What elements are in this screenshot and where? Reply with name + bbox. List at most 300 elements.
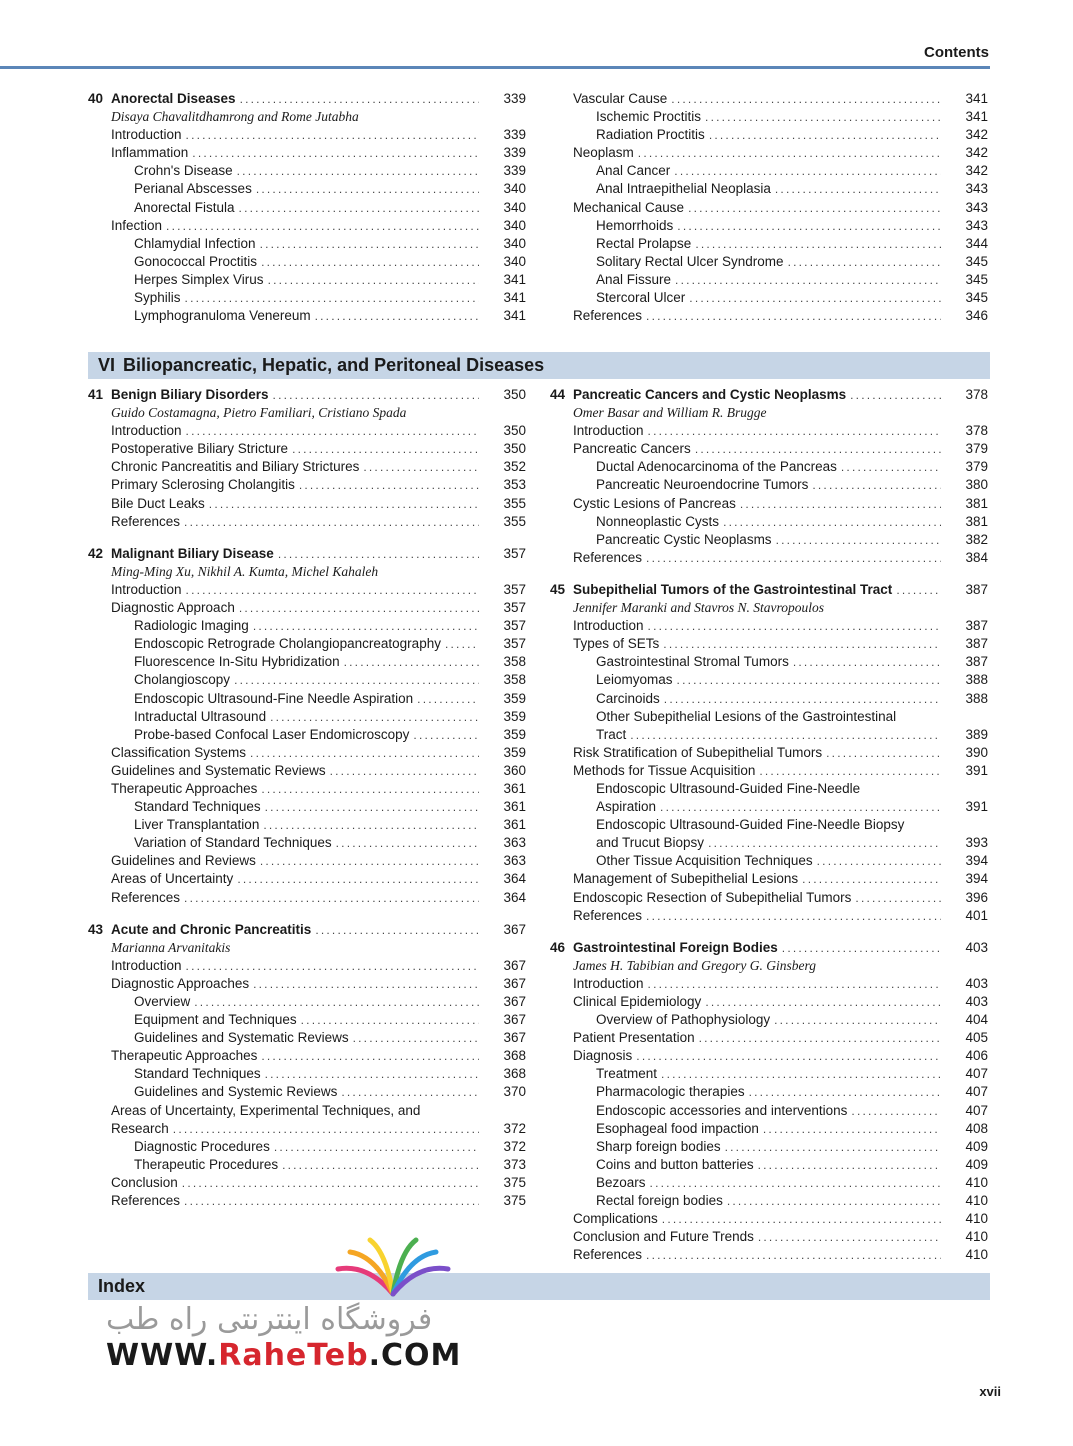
- dot-leader: [650, 1174, 941, 1192]
- toc-section-entry[interactable]: [550, 1228, 990, 1246]
- toc-subsection-entry[interactable]: [550, 126, 990, 144]
- dot-leader: [841, 458, 941, 476]
- toc-authors: [88, 563, 528, 581]
- dot-leader: [723, 513, 941, 531]
- entry-title: Chlamydial Infection: [134, 235, 256, 251]
- entry-page-number: 360: [503, 762, 526, 778]
- entry-title: Research: [111, 1120, 169, 1136]
- dot-leader: [758, 1156, 941, 1174]
- dot-leader: [234, 671, 479, 689]
- dot-leader: [265, 1065, 479, 1083]
- toc-authors: [550, 404, 990, 422]
- toc-subsection-entry[interactable]: [88, 162, 528, 180]
- entry-page-number: 340: [503, 199, 526, 215]
- entry-page-number: 367: [503, 994, 526, 1009]
- toc-subsection-entry[interactable]: [88, 199, 528, 217]
- dot-leader: [775, 180, 941, 198]
- chapter-title: Acute and Chronic Pancreatitis: [111, 921, 312, 937]
- toc-section-entry[interactable]: [550, 1210, 990, 1228]
- entry-title: Bile Duct Leaks: [111, 495, 205, 511]
- entry-page-number: 344: [965, 235, 988, 251]
- toc-subsection-entry[interactable]: [88, 1029, 528, 1047]
- entry-title: Endoscopic Ultrasound-Fine Needle Aspiration: [134, 690, 414, 706]
- entry-page-number: 382: [965, 531, 988, 547]
- chapter-number: 43: [88, 921, 104, 937]
- entry-title: Chronic Pancreatitis and Biliary Strictures: [111, 459, 360, 475]
- entry-page-number: 367: [503, 1012, 526, 1028]
- toc-subsection-entry[interactable]: [88, 671, 528, 689]
- entry-title: Anal Cancer: [596, 163, 671, 179]
- running-head: Contents: [924, 44, 989, 61]
- watermark-logo: [100, 1230, 460, 1380]
- entry-page-number: 381: [965, 513, 988, 529]
- toc-subsection-entry[interactable]: [88, 235, 528, 253]
- toc-subsection-entry[interactable]: [88, 253, 528, 271]
- entry-title: Types of SETs: [573, 636, 660, 652]
- dot-leader: [336, 834, 479, 852]
- toc-section-entry[interactable]: [550, 907, 990, 925]
- entry-page-number: 407: [965, 1102, 988, 1118]
- entry-page-number: 345: [965, 271, 988, 287]
- entry-title: Diagnostic Procedures: [134, 1138, 270, 1154]
- chapter-title: Malignant Biliary Disease: [111, 545, 274, 561]
- dot-leader: [237, 162, 479, 180]
- entry-title: Esophageal food impaction: [596, 1120, 759, 1136]
- entry-title: Methods for Tissue Acquisition: [573, 762, 756, 778]
- dot-leader: [263, 816, 479, 834]
- dot-leader: [725, 1138, 941, 1156]
- entry-title: Pharmacologic therapies: [596, 1084, 745, 1100]
- entry-title: Herpes Simplex Virus: [134, 271, 264, 287]
- entry-title: Overview: [134, 994, 191, 1009]
- dot-leader: [646, 549, 941, 567]
- toc-subsection-entry[interactable]: [550, 1083, 990, 1101]
- toc-section-entry[interactable]: [550, 975, 990, 993]
- toc-section-entry[interactable]: [550, 495, 990, 513]
- entry-title: Gastrointestinal Stromal Tumors: [596, 654, 789, 670]
- entry-title: Postoperative Biliary Stricture: [111, 441, 289, 457]
- dot-leader: [630, 726, 941, 744]
- entry-page-number: 394: [965, 853, 988, 869]
- entry-page-number: 403: [965, 939, 988, 955]
- entry-page-number: 384: [965, 549, 988, 565]
- entry-title: References: [573, 907, 643, 923]
- dot-leader: [660, 798, 941, 816]
- chapter-authors: Marianna Arvanitakis: [111, 939, 231, 955]
- dot-leader: [265, 798, 479, 816]
- entry-page-number: 361: [503, 780, 526, 796]
- entry-title: Therapeutic Approaches: [111, 1048, 258, 1064]
- toc-section-entry[interactable]: [88, 458, 528, 476]
- dot-leader: [186, 422, 479, 440]
- entry-title: Pancreatic Cancers: [573, 441, 691, 457]
- entry-title: Ischemic Proctitis: [596, 109, 702, 125]
- entry-page-number: 352: [503, 459, 526, 475]
- chapter-number: 42: [88, 545, 104, 561]
- section-gap: [550, 567, 990, 581]
- toc-subsection-entry[interactable]: [550, 1156, 990, 1174]
- dot-leader: [260, 235, 479, 253]
- toc-subsection-entry[interactable]: [88, 834, 528, 852]
- entry-page-number: 387: [965, 581, 988, 597]
- toc-section-entry[interactable]: [88, 744, 528, 762]
- toc-subsection-entry[interactable]: [550, 690, 990, 708]
- toc-subsection-entry[interactable]: [88, 180, 528, 198]
- entry-title: References: [573, 549, 643, 565]
- toc-subsection-entry[interactable]: [88, 690, 528, 708]
- toc-section-entry[interactable]: [88, 975, 528, 993]
- toc-section-entry[interactable]: [88, 1102, 528, 1120]
- toc-subsection-entry[interactable]: [550, 816, 990, 834]
- entry-page-number: 346: [965, 308, 988, 324]
- entry-title: Introduction: [573, 975, 644, 991]
- toc-section-entry[interactable]: [88, 440, 528, 458]
- dot-leader: [782, 939, 941, 957]
- entry-title: Areas of Uncertainty, Experimental Techniques, and: [111, 1102, 421, 1118]
- dot-leader: [184, 513, 479, 531]
- toc-subsection-entry[interactable]: [550, 708, 990, 726]
- toc-subsection-entry[interactable]: [88, 708, 528, 726]
- toc-subsection-entry[interactable]: [88, 816, 528, 834]
- entry-title: Introduction: [111, 423, 182, 439]
- entry-title: Ductal Adenocarcinoma of the Pancreas: [596, 459, 837, 475]
- toc-section-entry[interactable]: [88, 217, 528, 235]
- entry-title: Gonococcal Proctitis: [134, 253, 258, 269]
- toc-subsection-entry[interactable]: [88, 289, 528, 307]
- toc-section-entry[interactable]: [88, 1174, 528, 1192]
- entry-page-number: 364: [503, 889, 526, 905]
- entry-page-number: 350: [503, 441, 526, 457]
- dot-leader: [675, 271, 941, 289]
- entry-title: Equipment and Techniques: [134, 1012, 297, 1028]
- toc-subsection-entry[interactable]: [550, 852, 990, 870]
- toc-section-entry[interactable]: [550, 889, 990, 907]
- dot-leader: [749, 1083, 941, 1101]
- dot-leader: [315, 921, 479, 939]
- dot-leader: [239, 199, 479, 217]
- dot-leader: [802, 870, 941, 888]
- toc-authors: [550, 957, 990, 975]
- toc-subsection-entry[interactable]: [550, 458, 990, 476]
- entry-page-number: 403: [965, 994, 988, 1009]
- toc-subsection-entry[interactable]: [550, 513, 990, 531]
- entry-page-number: 359: [503, 708, 526, 724]
- entry-title: Conclusion: [111, 1174, 178, 1190]
- entry-page-number: 350: [503, 387, 526, 402]
- toc-subsection-entry[interactable]: [550, 780, 990, 798]
- toc-subsection-entry[interactable]: [550, 671, 990, 689]
- toc-section-entry[interactable]: [88, 495, 528, 513]
- entry-title: Bezoars: [596, 1174, 646, 1190]
- entry-title: Cystic Lesions of Pancreas: [573, 495, 736, 511]
- dot-leader: [240, 90, 479, 108]
- toc-subsection-entry[interactable]: [550, 253, 990, 271]
- toc-section-entry[interactable]: [550, 635, 990, 653]
- toc-chapter-entry[interactable]: [550, 386, 990, 404]
- toc-section-entry[interactable]: [88, 762, 528, 780]
- entry-page-number: 364: [503, 871, 526, 887]
- toc-subsection-entry[interactable]: [88, 271, 528, 289]
- toc-section-entry[interactable]: [550, 549, 990, 567]
- entry-title: Clinical Epidemiology: [573, 994, 702, 1009]
- toc-section-entry[interactable]: [88, 852, 528, 870]
- entry-title: Rectal Prolapse: [596, 235, 692, 251]
- toc-subsection-entry[interactable]: [88, 1011, 528, 1029]
- toc-section-entry[interactable]: [88, 599, 528, 617]
- dot-leader: [253, 975, 479, 993]
- entry-title: Endoscopic Retrograde Cholangiopancreatography: [134, 636, 441, 652]
- dot-leader: [194, 993, 479, 1011]
- toc-section-entry[interactable]: [550, 1029, 990, 1047]
- dot-leader: [646, 1246, 941, 1264]
- toc-subsection-entry[interactable]: [88, 1156, 528, 1174]
- dot-leader: [646, 307, 941, 325]
- toc-subsection-entry[interactable]: [550, 162, 990, 180]
- entry-page-number: 359: [503, 726, 526, 742]
- dot-leader: [648, 617, 941, 635]
- entry-page-number: 343: [965, 181, 988, 197]
- toc-subsection-entry[interactable]: [550, 1138, 990, 1156]
- part-title: Biliopancreatic, Hepatic, and Peritoneal Diseases: [123, 355, 545, 375]
- toc-subsection-entry[interactable]: [550, 1065, 990, 1083]
- part-number: VI: [98, 355, 116, 375]
- entry-page-number: 410: [965, 1193, 988, 1209]
- toc-section-entry[interactable]: [550, 762, 990, 780]
- toc-section-entry[interactable]: [88, 780, 528, 798]
- entry-page-number: 410: [965, 1247, 988, 1263]
- entry-title: Diagnostic Approaches: [111, 975, 250, 991]
- entry-title: Patient Presentation: [573, 1030, 695, 1046]
- entry-title: Endoscopic accessories and interventions: [596, 1102, 848, 1118]
- dot-leader: [695, 235, 941, 253]
- dot-leader: [699, 1029, 941, 1047]
- chapter-number: 41: [88, 387, 104, 402]
- dot-leader: [363, 458, 479, 476]
- entry-page-number: 367: [503, 975, 526, 991]
- entry-page-number: 381: [965, 495, 988, 511]
- entry-page-number: 341: [965, 91, 988, 106]
- chapter-title: Benign Biliary Disorders: [111, 387, 269, 402]
- entry-page-number: 361: [503, 799, 526, 815]
- toc-section-entry[interactable]: [88, 144, 528, 162]
- toc-subsection-entry[interactable]: [88, 1065, 528, 1083]
- toc-chapter-entry[interactable]: [88, 921, 528, 939]
- entry-page-number: 345: [965, 253, 988, 269]
- toc-section-entry[interactable]: [550, 440, 990, 458]
- entry-page-number: 378: [965, 423, 988, 439]
- toc-section-entry[interactable]: [88, 513, 528, 531]
- toc-section-entry[interactable]: [550, 144, 990, 162]
- toc-subsection-entry[interactable]: [88, 798, 528, 816]
- toc-subsection-entry[interactable]: [550, 726, 990, 744]
- toc-subsection-entry[interactable]: [88, 653, 528, 671]
- entry-title: Neoplasm: [573, 145, 634, 161]
- toc-subsection-entry[interactable]: [88, 993, 528, 1011]
- toc-subsection-entry[interactable]: [550, 1120, 990, 1138]
- toc-subsection-entry[interactable]: [550, 108, 990, 126]
- entry-title: Hemorrhoids: [596, 217, 674, 233]
- entry-page-number: 375: [503, 1174, 526, 1190]
- entry-page-number: 406: [965, 1048, 988, 1064]
- entry-page-number: 410: [965, 1174, 988, 1190]
- chapter-title: Anorectal Diseases: [111, 91, 236, 106]
- dot-leader: [261, 780, 479, 798]
- dot-leader: [270, 708, 479, 726]
- toc-section-entry[interactable]: [550, 870, 990, 888]
- entry-page-number: 368: [503, 1066, 526, 1082]
- toc-subsection-entry[interactable]: [88, 1138, 528, 1156]
- toc-section-entry[interactable]: [88, 889, 528, 907]
- toc-section-entry[interactable]: [88, 1047, 528, 1065]
- entry-page-number: 390: [965, 744, 988, 760]
- dot-leader: [788, 253, 941, 271]
- toc-column-top-right: [550, 90, 990, 325]
- toc-chapter-entry[interactable]: [88, 545, 528, 563]
- dot-leader: [260, 852, 479, 870]
- entry-title: Introduction: [573, 423, 644, 439]
- dot-leader: [413, 726, 479, 744]
- dot-leader: [184, 889, 479, 907]
- dot-leader: [173, 1120, 479, 1138]
- section-gap: [88, 531, 528, 545]
- toc-subsection-entry[interactable]: [88, 635, 528, 653]
- toc-subsection-entry[interactable]: [550, 653, 990, 671]
- entry-page-number: 358: [503, 672, 526, 688]
- dot-leader: [239, 599, 479, 617]
- entry-page-number: 387: [965, 636, 988, 652]
- entry-title: Inflammation: [111, 145, 189, 161]
- dot-leader: [299, 476, 479, 494]
- toc-subsection-entry[interactable]: [550, 271, 990, 289]
- toc-subsection-entry[interactable]: [88, 617, 528, 635]
- entry-title: Introduction: [111, 957, 182, 973]
- entry-page-number: 367: [503, 921, 526, 937]
- entry-title: Guidelines and Systematic Reviews: [111, 762, 326, 778]
- toc-section-entry[interactable]: [550, 199, 990, 217]
- entry-page-number: 368: [503, 1048, 526, 1064]
- toc-subsection-entry[interactable]: [550, 1102, 990, 1120]
- toc-subsection-entry[interactable]: [550, 1174, 990, 1192]
- entry-title: Aspiration: [596, 799, 657, 815]
- toc-section-entry[interactable]: [88, 126, 528, 144]
- toc-subsection-entry[interactable]: [550, 834, 990, 852]
- toc-subsection-entry[interactable]: [88, 726, 528, 744]
- entry-page-number: 339: [503, 127, 526, 143]
- entry-title: Carcinoids: [596, 690, 660, 706]
- toc-subsection-entry[interactable]: [550, 180, 990, 198]
- toc-section-entry[interactable]: [88, 957, 528, 975]
- chapter-authors: James H. Tabibian and Gregory G. Ginsberg: [573, 957, 816, 973]
- toc-section-entry[interactable]: [88, 1192, 528, 1210]
- entry-title: Pancreatic Cystic Neoplasms: [596, 531, 772, 547]
- chapter-title: Gastrointestinal Foreign Bodies: [573, 939, 778, 955]
- entry-page-number: 408: [965, 1120, 988, 1136]
- entry-page-number: 350: [503, 423, 526, 439]
- toc-subsection-entry[interactable]: [550, 1192, 990, 1210]
- entry-title: Diagnosis: [573, 1048, 633, 1064]
- toc-chapter-entry[interactable]: [550, 581, 990, 599]
- toc-section-entry[interactable]: [88, 476, 528, 494]
- entry-title: Intraductal Ultrasound: [134, 708, 267, 724]
- toc-subsection-entry[interactable]: [550, 217, 990, 235]
- entry-page-number: 409: [965, 1138, 988, 1154]
- dot-leader: [793, 653, 941, 671]
- dot-leader: [282, 1156, 479, 1174]
- dot-leader: [677, 671, 941, 689]
- toc-section-entry[interactable]: [88, 870, 528, 888]
- dot-leader: [648, 422, 941, 440]
- entry-title: Standard Techniques: [134, 1066, 261, 1082]
- dot-leader: [315, 307, 479, 325]
- toc-subsection-entry[interactable]: [550, 476, 990, 494]
- toc-subsection-entry[interactable]: [550, 235, 990, 253]
- toc-section-entry[interactable]: [550, 90, 990, 108]
- entry-title: Risk Stratification of Subepithelial Tumors: [573, 744, 823, 760]
- toc-subsection-entry[interactable]: [88, 307, 528, 325]
- toc-section-entry[interactable]: [88, 422, 528, 440]
- toc-subsection-entry[interactable]: [550, 531, 990, 549]
- dot-leader: [709, 126, 941, 144]
- entry-title: Therapeutic Approaches: [111, 780, 258, 796]
- entry-page-number: 389: [965, 726, 988, 742]
- toc-authors: [88, 404, 528, 422]
- dot-leader: [851, 1102, 941, 1120]
- entry-page-number: 379: [965, 459, 988, 475]
- chapter-number: 44: [550, 387, 566, 402]
- toc-chapter-entry[interactable]: [550, 939, 990, 957]
- dot-leader: [648, 975, 941, 993]
- chapter-number: 46: [550, 939, 566, 955]
- entry-page-number: 357: [503, 600, 526, 616]
- entry-page-number: 380: [965, 477, 988, 493]
- toc-section-entry[interactable]: [88, 1120, 528, 1138]
- toc-chapter-entry[interactable]: [88, 90, 528, 108]
- entry-title: Solitary Rectal Ulcer Syndrome: [596, 253, 784, 269]
- dot-leader: [292, 440, 479, 458]
- dot-leader: [186, 126, 479, 144]
- toc-section-entry[interactable]: [550, 744, 990, 762]
- entry-page-number: 363: [503, 853, 526, 869]
- entry-title: Guidelines and Systemic Reviews: [134, 1084, 338, 1100]
- toc-section-entry[interactable]: [550, 307, 990, 325]
- entry-page-number: 387: [965, 654, 988, 670]
- toc-section-entry[interactable]: [550, 422, 990, 440]
- entry-page-number: 355: [503, 495, 526, 511]
- toc-subsection-entry[interactable]: [88, 1083, 528, 1101]
- toc-subsection-entry[interactable]: [550, 1011, 990, 1029]
- entry-page-number: 375: [503, 1193, 526, 1209]
- dot-leader: [661, 1065, 941, 1083]
- entry-title: Crohn's Disease: [134, 163, 233, 179]
- toc-subsection-entry[interactable]: [550, 798, 990, 816]
- toc-section-entry[interactable]: [550, 617, 990, 635]
- toc-section-entry[interactable]: [550, 993, 990, 1011]
- toc-subsection-entry[interactable]: [550, 289, 990, 307]
- url-brand: RaheTeb: [218, 1338, 369, 1373]
- dot-leader: [759, 762, 941, 780]
- entry-title: Anal Intraepithelial Neoplasia: [596, 181, 771, 197]
- toc-section-entry[interactable]: [550, 1047, 990, 1065]
- toc-chapter-entry[interactable]: [88, 386, 528, 404]
- entry-title: Introduction: [111, 127, 182, 143]
- dot-leader: [417, 690, 479, 708]
- chapter-number: 45: [550, 581, 566, 597]
- toc-section-entry[interactable]: [550, 1246, 990, 1264]
- toc-section-entry[interactable]: [88, 581, 528, 599]
- entry-title: Management of Subepithelial Lesions: [573, 871, 799, 887]
- dot-leader: [727, 1192, 941, 1210]
- dot-leader: [166, 217, 479, 235]
